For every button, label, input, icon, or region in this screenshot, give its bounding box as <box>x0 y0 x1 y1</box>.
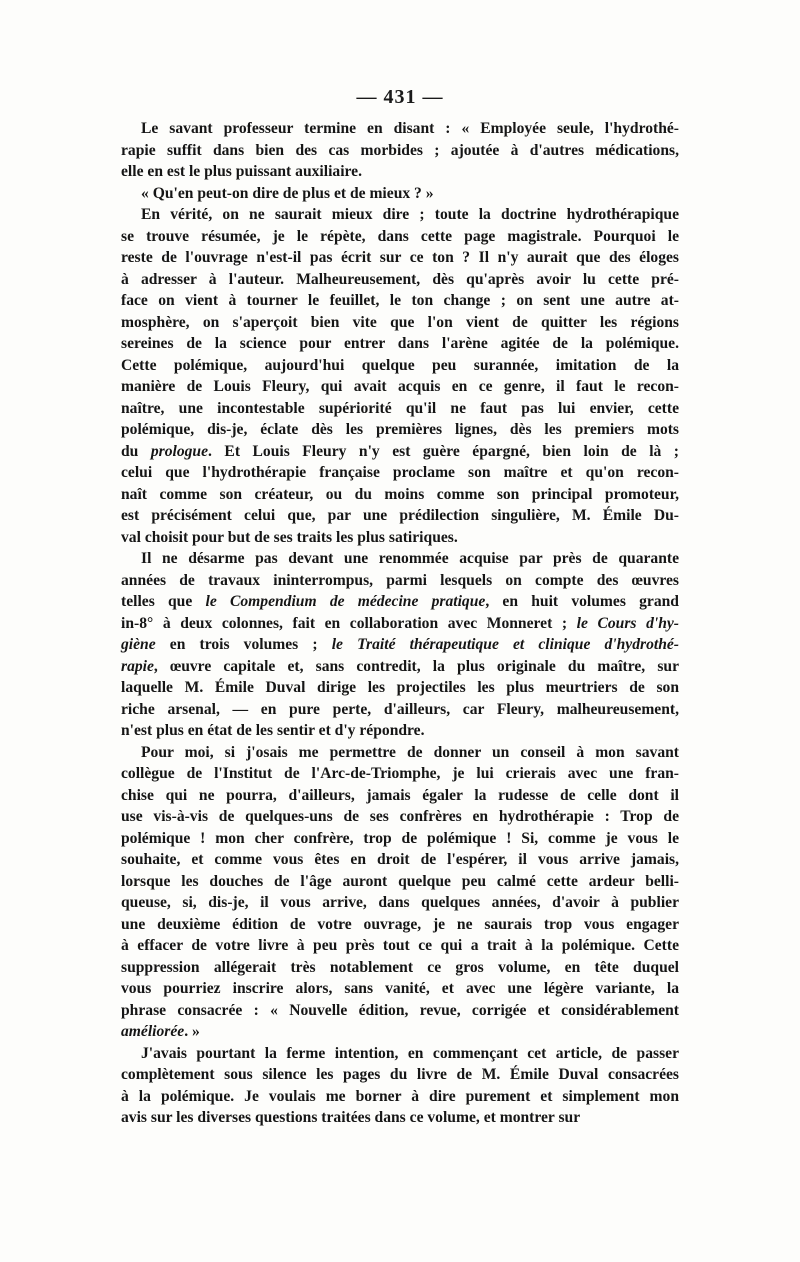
text-line: suppression allégerait très notablement ce gros volume, en tête duquel <box>121 958 679 976</box>
text-line: Pour moi, si j'osais me permettre de donner un conseil à mon savant <box>141 743 679 761</box>
text-line: use vis-à-vis de quelques-uns de ses confrères en hydrothérapie : Trop de <box>121 808 679 825</box>
text-line: elle en est le plus puissant auxiliaire. <box>121 163 363 180</box>
text-line: souhaite, et comme vous êtes en droit de l'espérer, il vous arrive jamais, <box>121 851 679 868</box>
paragraph <box>121 742 679 1043</box>
text-line: mosphère, on s'aperçoit bien vite que l'on vient de quitter les régions <box>121 313 679 331</box>
text-line: celui que l'hydrothérapie française proclame son maître et qu'on recon- <box>121 464 679 481</box>
text-line: face on vient à tourner le feuillet, le ton change ; on sent une autre at- <box>121 292 679 309</box>
paragraph <box>121 118 679 183</box>
text-line: reste de l'ouvrage n'est-il pas écrit sur ce ton ? Il n'y aurait que des éloges <box>121 249 679 266</box>
text-line: améliorée. » <box>121 1023 200 1040</box>
text-line: polémique ! mon cher confrère, trop de polémique ! Si, comme je vous le <box>121 829 679 847</box>
page-number: — 431 — <box>356 86 444 108</box>
paragraph <box>121 183 679 205</box>
text-line: vous pourriez inscrire alors, sans vanité, et avec une légère variante, la <box>121 980 679 997</box>
text-line: Cette polémique, aujourd'hui quelque peu surannée, imitation de la <box>121 356 679 374</box>
text-line: J'avais pourtant la ferme intention, en commençant cet article, de passer <box>141 1044 679 1062</box>
text-line: du prologue. Et Louis Fleury n'y est guère épargné, bien loin de là ; <box>121 442 679 460</box>
text-line: queuse, si, dis-je, il vous arrive, dans quelques années, d'avoir à publier <box>121 894 679 911</box>
text-line: riche arsenal, — en pure perte, d'ailleurs, car Fleury, malheureusement, <box>121 700 679 718</box>
text-line: naître, une incontestable supériorité qu'il ne faut pas lui envier, cette <box>121 399 679 417</box>
text-line: telles que le Compendium de médecine pratique, en huit volumes grand <box>121 593 679 610</box>
text-line: laquelle M. Émile Duval dirige les projectiles les plus meurtriers de son <box>121 679 679 696</box>
paragraph <box>121 548 679 742</box>
text-line: giène en trois volumes ; le Traité thérapeutique et clinique d'hydrothé- <box>121 636 680 653</box>
body-text <box>121 118 679 1129</box>
text-line: collègue de l'Institut de l'Arc-de-Triomphe, je lui crierais avec une fran- <box>121 765 679 782</box>
text-line: à effacer de votre livre à peu près tout ce qui a trait à la polémique. Cette <box>121 937 679 954</box>
text-line: lorsque les douches de l'âge auront quelque peu calmé cette ardeur belli- <box>121 872 679 890</box>
text-line: est précisément celui que, par une prédilection singulière, M. Émile Du- <box>121 507 679 524</box>
text-line: à adresser à l'auteur. Malheureusement, dès qu'après avoir lu cette pré- <box>121 270 679 288</box>
text-line: une deuxième édition de votre ouvrage, je ne saurais trop vous engager <box>121 915 679 933</box>
text-line: « Qu'en peut-on dire de plus et de mieux ? » <box>141 184 434 202</box>
text-line: complètement sous silence les pages du livre de M. Émile Duval consacrées <box>121 1066 679 1083</box>
text-line: naît comme son créateur, ou du moins comme son principal promoteur, <box>121 485 679 503</box>
text-line: avis sur les diverses questions traitées dans ce volume, et montrer sur <box>121 1109 581 1126</box>
text-line: chise qui ne pourra, d'ailleurs, jamais égaler la rudesse de celle dont il <box>121 786 679 804</box>
paragraph <box>121 1043 679 1129</box>
text-line: rapie suffit dans bien des cas morbides ; ajoutée à d'autres médications, <box>121 141 679 159</box>
text-line: années de travaux ininterrompus, parmi lesquels on compte des œuvres <box>121 571 679 589</box>
text-line: val choisit pour but de ses traits les plus satiriques. <box>121 528 458 546</box>
text-line: manière de Louis Fleury, qui avait acquis en ce genre, il faut le recon- <box>121 378 679 395</box>
text-line: à la polémique. Je voulais me borner à dire purement et simplement mon <box>121 1087 679 1105</box>
text-line: n'est plus en état de les sentir et d'y répondre. <box>121 722 425 739</box>
text-line: Il ne désarme pas devant une renommée acquise par près de quarante <box>141 550 679 567</box>
text-line: polémique, dis-je, éclate dès les premières lignes, dès les premiers mots <box>121 421 679 438</box>
text-line: Le savant professeur termine en disant : « Employée seule, l'hydrothé- <box>141 120 679 137</box>
text-line: se trouve résumée, je le répète, dans cette page magistrale. Pourquoi le <box>121 227 679 245</box>
paragraph <box>121 204 679 548</box>
text-line: phrase consacrée : « Nouvelle édition, revue, corrigée et considérablement <box>121 1001 679 1019</box>
text-line: En vérité, on ne saurait mieux dire ; toute la doctrine hydrothérapique <box>141 206 679 223</box>
text-line: in-8° à deux colonnes, fait en collaboration avec Monneret ; le Cours d'hy- <box>121 614 679 632</box>
text-line: sereines de la science pour entrer dans l'arène agitée de la polémique. <box>121 335 679 352</box>
text-line: rapie, œuvre capitale et, sans contredit, la plus originale du maître, sur <box>121 657 679 675</box>
